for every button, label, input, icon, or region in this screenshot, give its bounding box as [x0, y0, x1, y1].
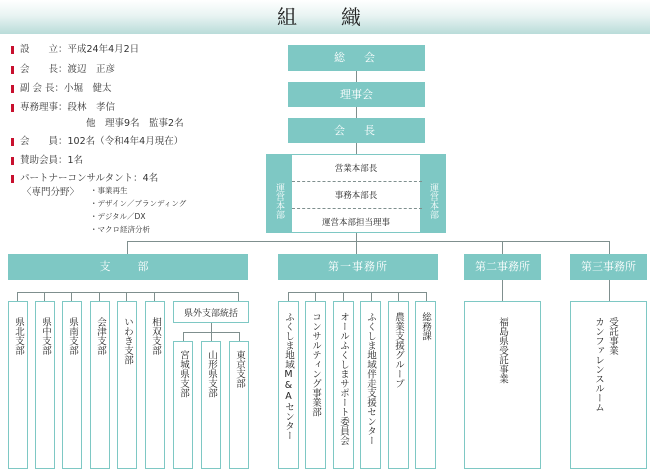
info-other-directors: 他 理事9名 監事2名	[86, 118, 184, 129]
operations-side-left: 運営本部	[266, 154, 292, 233]
info-vice-chairman: 副 会 長：小堀 健太	[20, 83, 112, 94]
chairman-box: 会 長	[288, 118, 425, 143]
connector-line	[398, 292, 399, 301]
office2-header: 第二事務所	[464, 254, 541, 280]
connector-line	[183, 332, 184, 341]
specialty-item: ・デジタル／DX	[90, 212, 146, 221]
connector-line	[371, 292, 372, 301]
connector-line	[99, 292, 100, 301]
connector-line	[127, 241, 128, 254]
branch-label: 宮城県支部	[178, 350, 189, 398]
office1-label: コンサルティング事業部	[310, 312, 321, 417]
connector-line	[609, 280, 610, 301]
info-chairman: 会 長：渡辺 正彦	[20, 64, 116, 75]
connector-line	[211, 332, 212, 341]
connector-line	[356, 241, 357, 254]
branch-label: いわき支部	[122, 317, 133, 365]
specialty-item: ・マクロ経済分析	[90, 225, 150, 234]
branch-label: 会津支部	[95, 317, 106, 355]
connector-line	[288, 292, 426, 293]
specialty-item: ・事業再生	[90, 186, 128, 195]
office2-label: 福島県受託事業	[497, 317, 508, 384]
branches-header: 支 部	[8, 254, 248, 280]
office3-label: カンファレンスルーム	[593, 317, 604, 412]
connector-line	[502, 241, 503, 254]
connector-line	[239, 332, 240, 341]
branch-label: 県中支部	[40, 317, 51, 355]
connector-line	[288, 292, 289, 301]
connector-line	[426, 292, 427, 301]
connector-line	[609, 241, 610, 254]
sales-head: 営業本部長	[334, 164, 378, 174]
office3-header: 第三事務所	[570, 254, 647, 280]
specialty-item: ・デザイン／ブランディング	[90, 199, 187, 208]
office1-label: ふくしま地域伴走支援センター	[365, 312, 376, 445]
bullet-icon	[11, 66, 14, 74]
connector-line	[126, 292, 127, 301]
connector-line	[17, 292, 18, 301]
branch-label: 山形県支部	[206, 350, 217, 398]
connector-line	[343, 292, 344, 301]
general-meeting-box: 総 会	[288, 45, 425, 71]
office1-label: 総務課	[420, 312, 431, 341]
office1-header: 第一事務所	[278, 254, 438, 280]
connector-line	[127, 241, 610, 242]
operations-side-right: 運営本部	[420, 154, 446, 233]
page-title: 組 織	[0, 0, 650, 34]
connector-line	[356, 233, 357, 241]
bullet-icon	[11, 46, 14, 54]
connector-line	[71, 292, 72, 301]
office1-label: 農業支援グループ	[393, 312, 404, 388]
outside-branch-label: 県外支部統括	[183, 309, 238, 319]
info-partner-consultants: パートナーコンサルタント：4名	[20, 173, 159, 184]
connector-line	[17, 292, 238, 293]
info-established: 設 立：平成24年4月2日	[20, 44, 140, 55]
board-box: 理事会	[288, 82, 425, 107]
info-executive-director: 専務理事：段林 孝信	[20, 102, 116, 113]
operations-director: 運営本部担当理事	[321, 218, 390, 228]
office3-label: 受託事業	[607, 317, 618, 355]
connector-line	[356, 71, 357, 82]
connector-line	[315, 292, 316, 301]
connector-line	[356, 143, 357, 154]
specialty-heading: 〈専門分野〉	[22, 187, 80, 198]
bullet-icon	[11, 157, 14, 165]
connector-line	[502, 280, 503, 301]
info-supporting-members: 賛助会員：1名	[20, 155, 84, 166]
branch-label: 相双支部	[150, 317, 161, 355]
connector-line	[44, 292, 45, 301]
bullet-icon	[11, 104, 14, 112]
divider	[292, 208, 422, 209]
office1-label: オールふくしまサポート委員会	[338, 312, 349, 445]
bullet-icon	[11, 175, 14, 183]
office1-label: ふくしま地域M&Aセンター	[283, 312, 294, 440]
connector-line	[211, 323, 212, 332]
connector-line	[238, 292, 239, 301]
branch-label: 県北支部	[13, 317, 24, 355]
admin-head: 事務本部長	[334, 191, 378, 201]
connector-line	[154, 292, 155, 301]
bullet-icon	[11, 85, 14, 93]
branch-label: 県南支部	[67, 317, 78, 355]
branch-label: 東京支部	[234, 350, 245, 388]
info-members: 会 員：102名（令和4年4月現在）	[20, 136, 184, 147]
connector-line	[356, 107, 357, 118]
bullet-icon	[11, 138, 14, 146]
divider	[292, 181, 422, 182]
